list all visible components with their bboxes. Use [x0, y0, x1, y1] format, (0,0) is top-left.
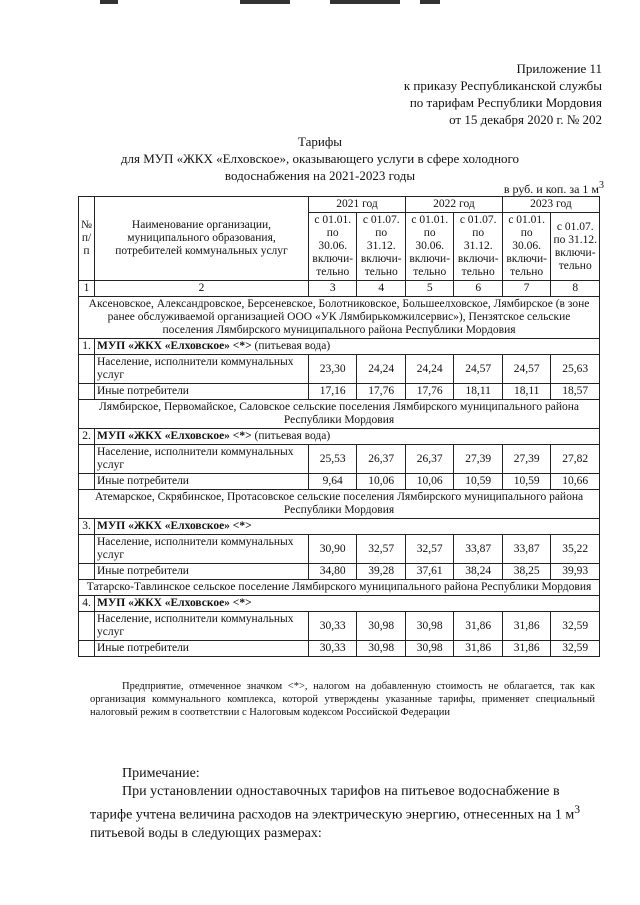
table-row — [79, 474, 600, 490]
table-row — [79, 612, 600, 641]
tariff-value: 32,57 — [357, 535, 405, 564]
appendix-date: от 15 декабря 2020 г. № 202 — [449, 112, 602, 127]
tariff-value: 30,98 — [405, 612, 453, 641]
tariff-value: 24,24 — [357, 355, 405, 384]
tariff-value: 30,33 — [309, 612, 357, 641]
consumer-name: Население, исполнители коммунальных услуг — [95, 445, 309, 474]
organization-row — [79, 339, 600, 355]
organization-cell — [95, 519, 600, 535]
title-line: водоснабжения на 2021-2023 годы — [224, 168, 416, 183]
header-cell-number: № п/п — [79, 197, 95, 281]
tariff-value: 31,86 — [502, 641, 550, 657]
tariff-value: 33,87 — [454, 535, 502, 564]
tariff-value: 27,39 — [454, 445, 502, 474]
title-line: Тарифы — [297, 134, 342, 149]
organization-cell — [95, 339, 600, 355]
region-row — [79, 400, 600, 429]
region-row — [79, 297, 600, 339]
consumer-name: Население, исполнители коммунальных услуг — [95, 612, 309, 641]
header-cell-period: с 01.07. по 31.12. включи-тельно — [551, 213, 600, 281]
tariff-value: 32,59 — [551, 641, 600, 657]
tariff-value: 30,98 — [405, 641, 453, 657]
note-text: При установлении одноставочных тарифов на питьевое водоснабжение в тарифе учтена величина расходов на электрическую энергию, отнесенных на 1 $м^3$ питьевой воды в следующих размерах: — [90, 784, 581, 841]
tariff-value: 31,86 — [502, 612, 550, 641]
region-cell: Атемарское, Скрябинское, Протасовское сельские поселения Лямбирского муниципального района Республики Мордовия — [79, 490, 600, 519]
tariff-value: 27,39 — [502, 445, 550, 474]
tariff-value: 31,86 — [454, 612, 502, 641]
tariff-value: 24,57 — [502, 355, 550, 384]
tariff-value: 25,53 — [309, 445, 357, 474]
table-row — [79, 384, 600, 400]
tariff-value: 25,63 — [551, 355, 600, 384]
tariff-value: 10,66 — [551, 474, 600, 490]
tariff-value: 9,64 — [309, 474, 357, 490]
organization-row — [79, 519, 600, 535]
table-row — [79, 445, 600, 474]
tariff-value: 18,11 — [502, 384, 550, 400]
tariff-value: 38,24 — [454, 564, 502, 580]
row-number: 1. — [79, 339, 95, 355]
tariff-value: 34,80 — [309, 564, 357, 580]
tariff-value: 23,30 — [309, 355, 357, 384]
row-number: 2. — [79, 429, 95, 445]
organization-cell — [95, 429, 600, 445]
organization-name: МУП «ЖКХ «Елховское» <*> — [97, 597, 252, 609]
tariff-value: 35,22 — [551, 535, 600, 564]
header-cell-period: с 01.01. по 30.06. включи-тельно — [309, 213, 357, 281]
empty-cell — [79, 445, 95, 474]
table-row — [79, 564, 600, 580]
water-type: (питьевая вода) — [251, 340, 331, 352]
tariff-value: 37,61 — [405, 564, 453, 580]
header-cell-period: с 01.07. по 31.12. включи-тельно — [357, 213, 405, 281]
header-cell-period: с 01.07. по 31.12. включи-тельно — [454, 213, 502, 281]
column-number: 8 — [551, 281, 600, 297]
column-number: 3 — [309, 281, 357, 297]
column-number: 1 — [79, 281, 95, 297]
header-cell-period: с 01.01. по 30.06. включи-тельно — [502, 213, 550, 281]
tariff-value: 10,59 — [502, 474, 550, 490]
header-cell-year: 2022 год — [405, 197, 502, 213]
tariff-value: 39,93 — [551, 564, 600, 580]
tariff-value: 24,24 — [405, 355, 453, 384]
tariff-value: 17,76 — [405, 384, 453, 400]
tariff-value: 17,16 — [309, 384, 357, 400]
tariff-value: 18,11 — [454, 384, 502, 400]
tariff-value: 17,76 — [357, 384, 405, 400]
row-number: 4. — [79, 596, 95, 612]
column-number: 7 — [502, 281, 550, 297]
tariff-value: 31,86 — [454, 641, 502, 657]
tariff-value: 27,82 — [551, 445, 600, 474]
tariff-value: 26,37 — [357, 445, 405, 474]
empty-cell — [79, 384, 95, 400]
note-heading: Примечание: — [122, 766, 200, 781]
tariff-value: 39,28 — [357, 564, 405, 580]
tariff-value: 38,25 — [502, 564, 550, 580]
region-row — [79, 490, 600, 519]
organization-row — [79, 596, 600, 612]
empty-cell — [79, 564, 95, 580]
tariff-value: 10,59 — [454, 474, 502, 490]
document-title — [0, 133, 640, 184]
table-header-row — [79, 197, 600, 213]
region-cell: Лямбирское, Первомайское, Саловское сельские поселения Лямбирского муниципального района Республики Мордовия — [79, 400, 600, 429]
header-cell-year: 2021 год — [309, 197, 406, 213]
tariff-value: 24,57 — [454, 355, 502, 384]
appendix-order: к приказу Республиканской службы — [403, 78, 602, 93]
consumer-name: Население, исполнители коммунальных услуг — [95, 355, 309, 384]
units-label: в руб. и коп. за 1 $м^3$ — [503, 180, 604, 196]
vat-footnote: Предприятие, отмеченное значком <*>, налогом на добавленную стоимость не облагается, так как организация коммунального комплекса, которой утверждены указанные тарифы, применяет специальный налоговый режим в соответствии с Налоговым кодексом Российской Федерации — [90, 681, 595, 718]
region-cell: Татарско-Тавлинское сельское поселение Лямбирского муниципального района Республики Мордовия — [79, 580, 600, 596]
empty-cell — [79, 641, 95, 657]
organization-name: МУП «ЖКХ «Елховское» <*> — [97, 520, 252, 532]
empty-cell — [79, 535, 95, 564]
tariff-table — [78, 196, 600, 657]
empty-cell — [79, 474, 95, 490]
tariff-value: 32,59 — [551, 612, 600, 641]
tariff-value: 26,37 — [405, 445, 453, 474]
table-row — [79, 641, 600, 657]
consumer-name: Иные потребители — [95, 641, 309, 657]
table-row — [79, 535, 600, 564]
column-number: 5 — [405, 281, 453, 297]
scan-artifact — [420, 0, 440, 4]
tariff-value: 33,87 — [502, 535, 550, 564]
water-type: (питьевая вода) — [251, 430, 331, 442]
empty-cell — [79, 355, 95, 384]
consumer-name: Иные потребители — [95, 384, 309, 400]
region-row — [79, 580, 600, 596]
consumer-name: Иные потребители — [95, 564, 309, 580]
appendix-service: по тарифам Республики Мордовия — [409, 95, 602, 110]
header-cell-name: Наименование организации, муниципального образования, потребителей коммунальных услуг — [95, 197, 309, 281]
note-block — [90, 765, 600, 843]
appendix-header — [404, 60, 602, 128]
appendix-number: Приложение 11 — [516, 61, 602, 76]
tariff-value: 30,33 — [309, 641, 357, 657]
consumer-name: Население, исполнители коммунальных услуг — [95, 535, 309, 564]
consumer-name: Иные потребители — [95, 474, 309, 490]
scan-artifact — [100, 0, 118, 4]
table-row — [79, 355, 600, 384]
tariff-table-body — [79, 197, 600, 657]
tariff-value: 18,57 — [551, 384, 600, 400]
column-number: 4 — [357, 281, 405, 297]
tariff-value: 30,98 — [357, 612, 405, 641]
column-number: 2 — [95, 281, 309, 297]
organization-name: МУП «ЖКХ «Елховское» <*> — [97, 340, 252, 352]
tariff-value: 30,90 — [309, 535, 357, 564]
tariff-value: 10,06 — [357, 474, 405, 490]
tariff-value: 30,98 — [357, 641, 405, 657]
organization-name: МУП «ЖКХ «Елховское» <*> — [97, 430, 252, 442]
row-number: 3. — [79, 519, 95, 535]
organization-cell — [95, 596, 600, 612]
scan-artifact — [330, 0, 400, 4]
column-number-row — [79, 281, 600, 297]
tariff-value: 10,06 — [405, 474, 453, 490]
header-cell-period: с 01.01. по 30.06. включи-тельно — [405, 213, 453, 281]
tariff-value: 32,57 — [405, 535, 453, 564]
organization-row — [79, 429, 600, 445]
scan-artifact — [240, 0, 290, 4]
column-number: 6 — [454, 281, 502, 297]
empty-cell — [79, 612, 95, 641]
region-cell: Аксеновское, Александровское, Берсеневское, Болотниковское, Большеелховское, Лямбирское (в зоне ранее обслуживаемой организацией ООО «УК Лямбирькомжилсервис»), Пензятское сельские поселения Лямбирского муниципального района Республики Мордовия — [79, 297, 600, 339]
title-line: для МУП «ЖКХ «Елховское», оказывающего услуги в сфере холодного — [120, 151, 520, 166]
header-cell-year: 2023 год — [502, 197, 599, 213]
